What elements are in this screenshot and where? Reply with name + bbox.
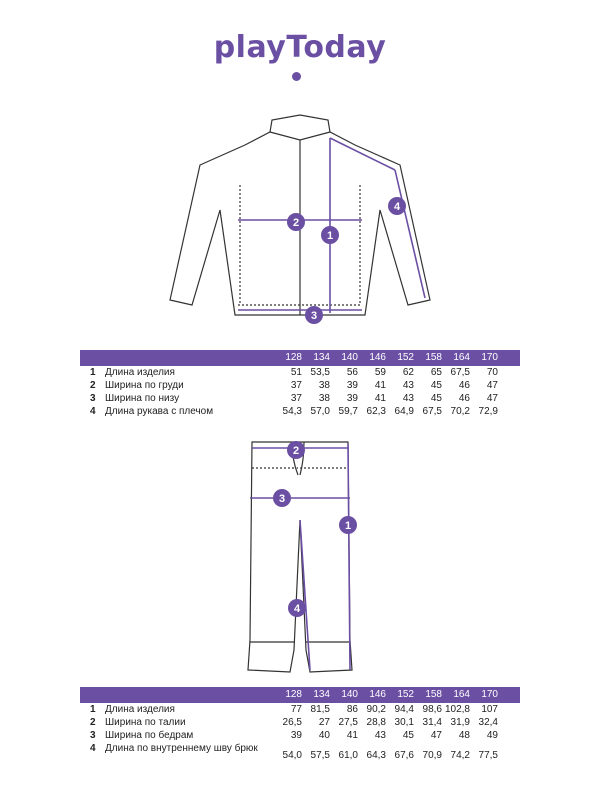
logo-dot [292,72,301,81]
row-label: Длина по внутреннему шву брюк [105,743,258,754]
table-row [80,379,520,392]
cell: 47 [430,730,442,741]
cell: 67,5 [422,406,442,417]
cell: 70,9 [422,750,442,761]
cell: 31,9 [450,717,470,728]
size-col: 152 [397,689,414,700]
size-col: 158 [425,689,442,700]
cell: 70 [486,367,498,378]
cell: 37 [290,393,302,404]
cell: 57,0 [310,406,330,417]
size-col: 170 [481,352,498,363]
row-number: 4 [90,743,96,754]
cell: 51 [290,367,302,378]
jacket-illustration [0,110,600,340]
table-row [80,729,520,742]
row-number: 4 [90,406,96,417]
pants-marker-3-label: 3 [278,493,286,505]
size-col: 158 [425,352,442,363]
cell: 39 [346,380,358,391]
cell: 46 [458,393,470,404]
table-row [80,366,520,379]
row-label: Ширина по груди [105,380,184,391]
pants-table-header [80,687,520,703]
cell: 62 [402,367,414,378]
cell: 54,3 [282,406,302,417]
cell: 27,5 [338,717,358,728]
cell: 43 [402,393,414,404]
jacket-marker-2-label: 2 [292,217,300,229]
cell: 41 [346,730,358,741]
cell: 59,7 [338,406,358,417]
jacket-marker-4-label: 4 [393,201,401,213]
cell: 37 [290,380,302,391]
cell: 98,6 [422,704,442,715]
row-label: Длина изделия [105,367,175,378]
cell: 67,6 [394,750,414,761]
pants-marker-4-label: 4 [293,603,301,615]
cell: 62,3 [366,406,386,417]
table-row [80,742,520,768]
cell: 45 [430,393,442,404]
cell: 74,2 [450,750,470,761]
size-col: 164 [453,352,470,363]
cell: 43 [402,380,414,391]
pants-size-table [80,687,520,768]
cell: 47 [486,380,498,391]
pants-marker-1-label: 1 [344,520,352,532]
cell: 102,8 [444,704,470,715]
cell: 45 [430,380,442,391]
row-number: 1 [90,704,96,715]
size-col: 170 [481,689,498,700]
size-col: 134 [313,352,330,363]
cell: 70,2 [450,406,470,417]
table-row [80,405,520,418]
cell: 45 [402,730,414,741]
cell: 28,8 [366,717,386,728]
cell: 64,9 [394,406,414,417]
cell: 38 [318,393,330,404]
size-col: 128 [285,689,302,700]
size-col: 128 [285,352,302,363]
cell: 38 [318,380,330,391]
cell: 49 [486,730,498,741]
cell: 43 [374,730,386,741]
table-row [80,716,520,729]
cell: 94,4 [394,704,414,715]
row-number: 3 [90,393,96,404]
size-col: 134 [313,689,330,700]
cell: 54,0 [282,750,302,761]
jacket-marker-1-label: 1 [326,230,334,242]
cell: 81,5 [310,704,330,715]
table-row [80,392,520,405]
cell: 64,3 [366,750,386,761]
cell: 107 [481,704,498,715]
table-row [80,703,520,716]
cell: 65 [430,367,442,378]
cell: 86 [346,704,358,715]
row-label: Ширина по бедрам [105,730,194,741]
cell: 61,0 [338,750,358,761]
cell: 27 [318,717,330,728]
row-number: 2 [90,717,96,728]
pants-illustration [0,430,600,680]
cell: 59 [374,367,386,378]
cell: 32,4 [478,717,498,728]
row-label: Ширина по талии [105,717,186,728]
jacket-size-table [80,350,520,418]
cell: 41 [374,380,386,391]
row-number: 3 [90,730,96,741]
cell: 72,9 [478,406,498,417]
row-number: 2 [90,380,96,391]
cell: 48 [458,730,470,741]
cell: 39 [346,393,358,404]
row-number: 1 [90,367,96,378]
cell: 67,5 [450,367,470,378]
brand-logo: playToday [213,30,387,65]
size-col: 140 [341,689,358,700]
cell: 30,1 [394,717,414,728]
size-col: 140 [341,352,358,363]
cell: 46 [458,380,470,391]
row-label: Длина рукава с плечом [105,406,214,417]
cell: 41 [374,393,386,404]
size-col: 146 [369,352,386,363]
row-label: Ширина по низу [105,393,180,404]
cell: 47 [486,393,498,404]
row-label: Длина изделия [105,704,175,715]
cell: 40 [318,730,330,741]
cell: 31,4 [422,717,442,728]
cell: 57,5 [310,750,330,761]
cell: 77,5 [478,750,498,761]
cell: 90,2 [366,704,386,715]
cell: 53,5 [310,367,330,378]
size-col: 164 [453,689,470,700]
cell: 26,5 [282,717,302,728]
jacket-marker-3-label: 3 [310,310,318,322]
jacket-table-header [80,350,520,366]
pants-marker-2-label: 2 [292,445,300,457]
cell: 77 [290,704,302,715]
cell: 39 [290,730,302,741]
cell: 56 [346,367,358,378]
size-col: 152 [397,352,414,363]
size-col: 146 [369,689,386,700]
